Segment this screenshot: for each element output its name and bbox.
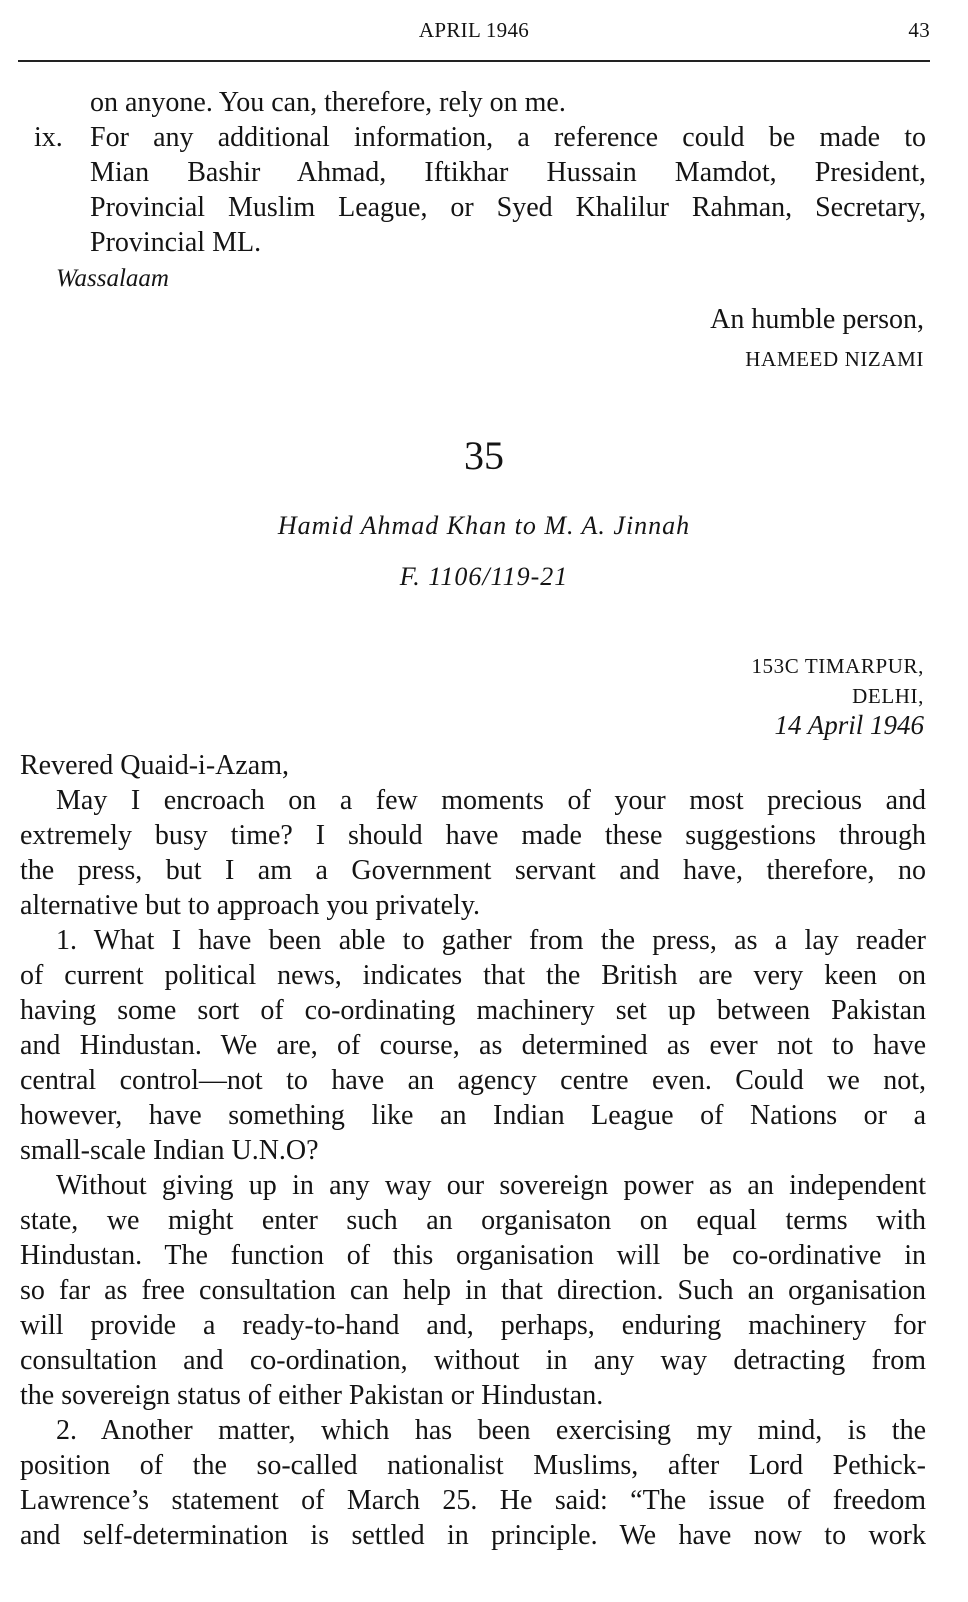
signoff-line: An humble person, <box>710 304 924 335</box>
item-ix-line: For any additional information, a reference could be made to <box>90 122 926 153</box>
body-line: position of the so-called nationalist Muslims, after Lord Pethick- <box>20 1450 926 1481</box>
page-number: 43 <box>908 18 930 42</box>
header-rule <box>18 60 930 62</box>
item-ix-line: Provincial ML. <box>90 227 262 258</box>
address-line-2: DELHI, <box>852 684 924 708</box>
closing-wassalaam: Wassalaam <box>56 265 169 292</box>
continuation-line: on anyone. You can, therefore, rely on me. <box>90 87 566 118</box>
body-line: central control—not to have an agency centre even. Could we not, <box>20 1065 926 1096</box>
letter-date: 14 April 1946 <box>774 710 924 740</box>
document-number: 35 <box>464 433 504 478</box>
item-ix-line: Mian Bashir Ahmad, Iftikhar Hussain Mamdot, President, <box>90 157 926 188</box>
document-heading: Hamid Ahmad Khan to M. A. Jinnah <box>277 511 691 540</box>
body-line: having some sort of co-ordinating machinery set up between Pakistan <box>20 995 926 1026</box>
body-line: alternative but to approach you privately. <box>20 890 481 921</box>
body-line: 1. What I have been able to gather from the press, as a lay reader <box>56 925 926 956</box>
body-line: consultation and co-ordination, without in any way detracting from <box>20 1345 926 1376</box>
body-line: Lawrence’s statement of March 25. He said: “The issue of freedom <box>20 1485 926 1516</box>
body-line: so far as free consultation can help in that direction. Such an organisation <box>20 1275 926 1306</box>
header-title: APRIL 1946 <box>418 18 530 42</box>
body-line: extremely busy time? I should have made these suggestions through <box>20 820 926 851</box>
salutation: Revered Quaid-i-Azam, <box>20 750 289 781</box>
signature-name: HAMEED NIZAMI <box>745 347 924 371</box>
body-line: Without giving up in any way our sovereign power as an independent <box>56 1170 926 1201</box>
body-line: and self-determination is settled in principle. We have now to work <box>20 1520 926 1551</box>
item-ix-number: ix. <box>34 122 63 153</box>
body-line: the press, but I am a Government servant and have, therefore, no <box>20 855 926 886</box>
body-line: however, have something like an Indian League of Nations or a <box>20 1100 926 1131</box>
item-ix-line: Provincial Muslim League, or Syed Khalilur Rahman, Secretary, <box>90 192 926 223</box>
body-line: state, we might enter such an organisaton on equal terms with <box>20 1205 926 1236</box>
address-line-1: 153C TIMARPUR, <box>751 654 924 678</box>
body-line: 2. Another matter, which has been exercising my mind, is the <box>56 1415 926 1446</box>
body-line: the sovereign status of either Pakistan or Hindustan. <box>20 1380 604 1411</box>
body-line: small-scale Indian U.N.O? <box>20 1135 319 1166</box>
body-line: and Hindustan. We are, of course, as determined as ever not to have <box>20 1030 926 1061</box>
running-header <box>18 18 930 50</box>
body-line: Hindustan. The function of this organisation will be co-ordinative in <box>20 1240 926 1271</box>
body-line: will provide a ready-to-hand and, perhaps, enduring machinery for <box>20 1310 926 1341</box>
body-line: May I encroach on a few moments of your most precious and <box>56 785 926 816</box>
file-reference: F. 1106/119-21 <box>399 562 569 591</box>
body-line: of current political news, indicates that the British are very keen on <box>20 960 926 991</box>
